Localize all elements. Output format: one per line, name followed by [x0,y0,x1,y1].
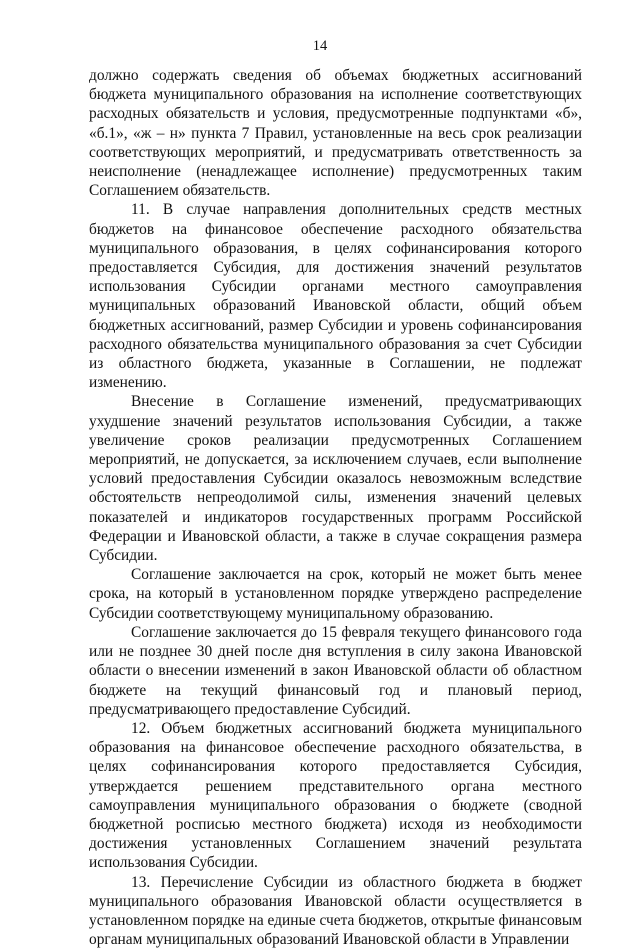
document-body [89,66,582,949]
paragraph-agreement-deadline: Соглашение заключается до 15 февраля текущего финансового года или не позднее 30 дней после дня вступления в силу закона Ивановской области о внесении изменений в закон Ивановской области об областном бюджете на текущий финансовый год и плановый период, предусматривающего предоставление Субсидий. [89,623,582,718]
paragraph-item-11: 11. В случае направления дополнительных средств местных бюджетов на финансовое обеспечение расходного обязательства муниципального образования, в целях софинансирования которого предоставляется Субсидия, для достижения значений результатов использования Субсидии органами местного самоуправления муниципальных образований Ивановской области, общий объем бюджетных ассигнований, размер Субсидии и уровень софинансирования расходного обязательства муниципального образования за счет Субсидии из областного бюджета, указанные в Соглашении, не подлежат изменению. [89,201,582,392]
paragraph-item-12: 12. Объем бюджетных ассигнований бюджета муниципального образования на финансовое обеспечение расходного обязательства, в целях софинансирования которого предоставляется Субсидия, утверждается решением представительного органа местного самоуправления муниципального образования о бюджете (сводной бюджетной росписью местного бюджета) исходя из необходимости достижения установленных Соглашением значений результата использования Субсидии. [89,719,582,872]
paragraph-agreement-term: Соглашение заключается на срок, который не может быть менее срока, на который в установленном порядке утверждено распределение Субсидии соответствующему муниципальному образованию. [89,566,582,622]
paragraph-agreement-changes: Внесение в Соглашение изменений, предусматривающих ухудшение значений результатов использования Субсидии, а также увеличение сроков реализации предусмотренных Соглашением мероприятий, не допускается, за исключением случаев, если выполнение условий предоставления Субсидии оказалось невозможным вследствие обстоятельств непреодолимой силы, изменения значений целевых показателей и индикаторов государственных программ Российской Федерации и Ивановской области, а также в случае сокращения размера Субсидии. [89,393,582,565]
paragraph-continuation: должно содержать сведения об объемах бюджетных ассигнований бюджета муниципального образования на исполнение соответствующих расходных обязательств и условия, предусмотренные подпунктами «б», «б.1», «ж – н» пункта 7 Правил, установленные на весь срок реализации соответствующих мероприятий, и предусматривать ответственность за неисполнение (ненадлежащее исполнение) предусмотренных таким Соглашением обязательств. [89,67,582,200]
paragraph-item-13: 13. Перечисление Субсидии из областного бюджета в бюджет муниципального образования Ивановской области осуществляется в установленном порядке на единые счета бюджетов, открытые финансовым органам муниципальных образований Ивановской области в Управлении [89,873,582,949]
page-number: 14 [312,38,328,54]
